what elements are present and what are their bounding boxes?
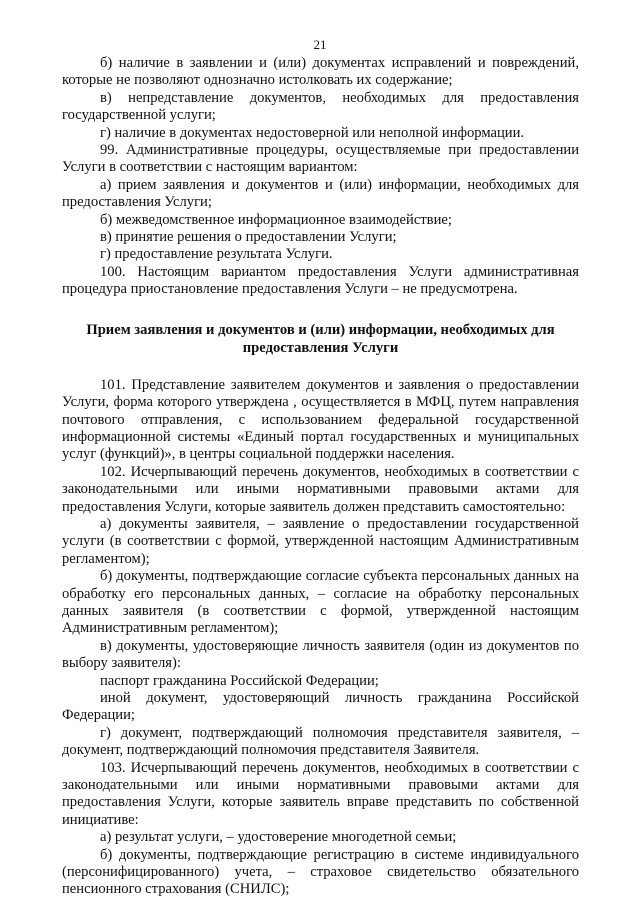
paragraph-101: 101. Представление заявителем документов и заявления о предоставлении Услуги, форма которого утверждена , осуществляется в МФЦ, путем направления почтового отправления, с использованием федеральной государственной информационной системы «Единый портал государственных и муниципальных услуг (функций)», в центры социальной поддержки населения. (62, 376, 579, 463)
paragraph-passport: паспорт гражданина Российской Федерации; (100, 672, 379, 689)
paragraph-99-v: в) принятие решения о предоставлении Услуги; (100, 229, 397, 246)
paragraph-b-corrections: б) наличие в заявлении и (или) документах исправлений и повреждений, которые не позволяют однозначно истолковать их содержание; (62, 55, 579, 89)
paragraph-g-unreliable-info: г) наличие в документах недостоверной или неполной информации. (100, 124, 525, 141)
paragraph-other-id: иной документ, удостоверяющий личность гражданина Российской Федерации; (62, 690, 579, 724)
paragraph-99-b: б) межведомственное информационное взаимодействие; (100, 211, 452, 228)
paragraph-102-b: б) документы, подтверждающие согласие субъекта персональных данных на обработку его персональных данных, – согласие на обработку персональных данных заявителя (в соответствии с формой, утвержденной настоящим Административным регламентом); (62, 568, 579, 637)
paragraph-100: 100. Настоящим вариантом предоставления Услуги административная процедура приостановление предоставления Услуги – не предусмотрена. (62, 263, 579, 298)
paragraph-103-b: б) документы, подтверждающие регистрацию в системе индивидуального (персонифицированного) учета, – страховое свидетельство обязательного пенсионного страхования (СНИЛС); (62, 846, 579, 898)
paragraph-103: 103. Исчерпывающий перечень документов, необходимых в соответствии с законодательными или иными нормативными правовыми актами для предоставления Услуги, которые заявитель вправе представить по собственной инициативе: (62, 759, 579, 828)
paragraph-102-g: г) документ, подтверждающий полномочия представителя заявителя, – документ, подтверждающий полномочия представителя Заявителя. (62, 724, 579, 759)
paragraph-v-missing-documents: в) непредставление документов, необходимых для предоставления государственной услуги; (62, 89, 579, 124)
section-heading: Прием заявления и документов и (или) информации, необходимых для предоставления Услуги (86, 321, 555, 356)
paragraph-99: 99. Административные процедуры, осуществляемые при предоставлении Услуги в соответствии с настоящим вариантом: (62, 142, 579, 176)
paragraph-103-a: а) результат услуги, – удостоверение многодетной семьи; (100, 829, 457, 846)
paragraph-99-g: г) предоставление результата Услуги. (100, 246, 333, 263)
paragraph-102-v: в) документы, удостоверяющие личность заявителя (один из документов по выбору заявителя): (62, 637, 579, 672)
paragraph-99-a: а) прием заявления и документов и (или) информации, необходимых для предоставления Услуги; (62, 176, 579, 211)
document-body (62, 55, 579, 899)
paragraph-102: 102. Исчерпывающий перечень документов, необходимых в соответствии с законодательными или иными нормативными правовыми актами для предоставления Услуги, которые заявитель должен представить самостоятельно: (62, 463, 579, 515)
page-number: 21 (313, 37, 327, 52)
paragraph-102-a: а) документы заявителя, – заявление о предоставлении государственной услуги (в соответствии с формой, утвержденной настоящим Административным регламентом); (62, 515, 579, 567)
